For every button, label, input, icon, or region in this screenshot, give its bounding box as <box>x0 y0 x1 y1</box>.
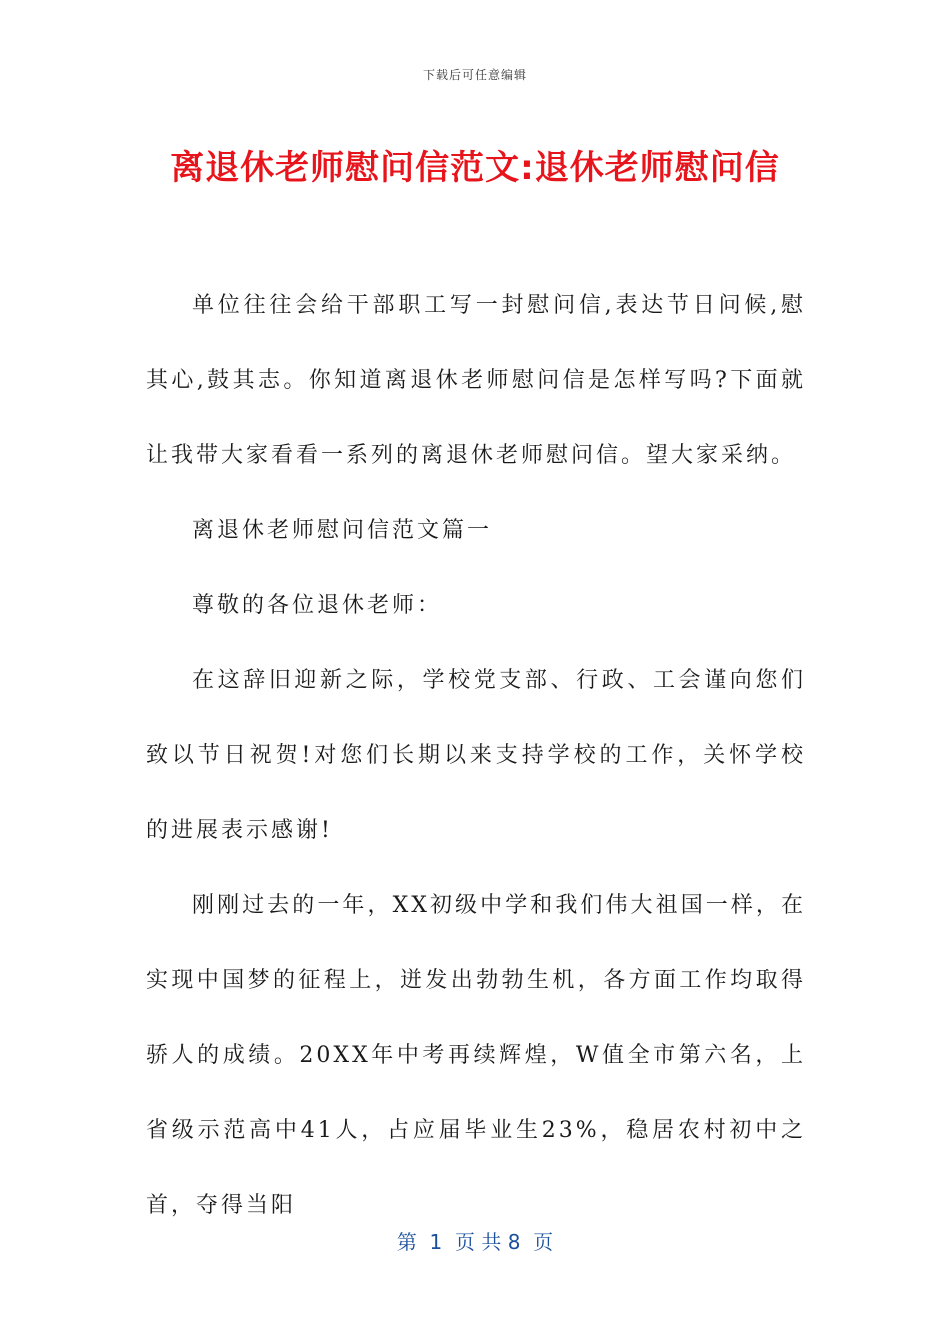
paragraph-salutation: 尊敬的各位退休老师： <box>192 593 443 618</box>
paragraph-intro: 单位往往会给干部职工写一封慰问信,表达节日问候,慰其心,鼓其志。你知道离退休老师慰问信是怎样写吗?下面就让我带大家看看一系列的离退休老师慰问信。望大家采纳。 <box>146 293 806 468</box>
header-note: 下载后可任意编辑 <box>422 68 527 82</box>
paragraph-greeting: 在这辞旧迎新之际，学校党支部、行政、工会谨向您们致以节日祝贺!对您们长期以来支持学校的工作，关怀学校的进展表示感谢! <box>146 668 806 843</box>
page-number-footer: 第 1 页 共 8 页 <box>396 1230 554 1254</box>
paragraph-achievements: 刚刚过去的一年，XX初级中学和我们伟大祖国一样，在实现中国梦的征程上，迸发出勃勃生机，各方面工作均取得骄人的成绩。20XX年中考再续辉煌，W值全市第六名，上省级示范高中41人，占应届毕业生23%，稳居农村初中之首，夺得当阳 <box>146 893 806 1218</box>
paragraph-section-heading: 离退休老师慰问信范文篇一 <box>192 518 493 543</box>
document-title: 离退休老师慰问信范文:退休老师慰问信 <box>170 148 780 188</box>
document-body <box>146 268 806 1243</box>
